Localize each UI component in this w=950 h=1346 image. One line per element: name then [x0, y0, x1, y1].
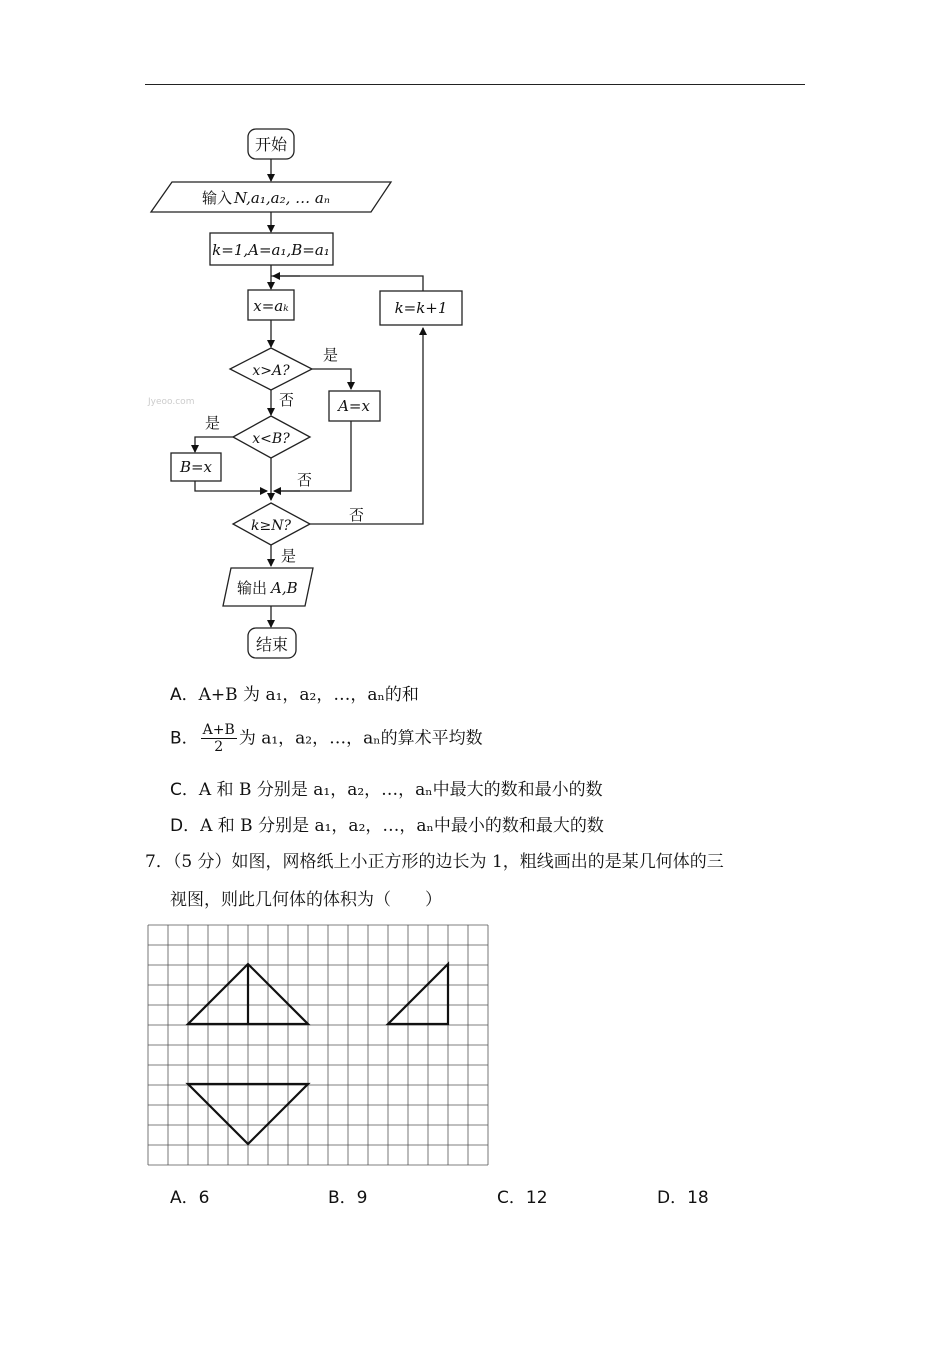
- question7-line2: 视图，则此几何体的体积为（ ）: [170, 890, 442, 910]
- option-b-text: 为 a₁，a₂，…，aₙ的算术平均数: [238, 728, 483, 749]
- yes-label-k: 是: [281, 547, 297, 565]
- end-label: 结束: [255, 635, 289, 654]
- answer-a-value: 6: [198, 1188, 210, 1208]
- no-label-k: 否: [349, 506, 365, 524]
- side-view: [388, 964, 448, 1024]
- answer-a: [170, 1183, 209, 1208]
- no-label-gt: 否: [279, 391, 295, 409]
- option-b: [170, 722, 483, 755]
- cond-gt-label: x>A?: [252, 363, 290, 379]
- answer-d-label: D．: [657, 1188, 688, 1208]
- assign-x-label: x=aₖ: [253, 297, 289, 315]
- init-label: k=1,A=a₁,B=a₁: [212, 241, 330, 259]
- answer-b: [328, 1183, 368, 1208]
- yes-label-gt: 是: [323, 346, 339, 364]
- option-d-text: A 和 B 分别是 a₁，a₂，…，aₙ中最小的数和最大的数: [200, 816, 604, 836]
- answer-c: [497, 1183, 548, 1208]
- output-vars: A,B: [271, 579, 298, 597]
- option-a: [170, 684, 419, 706]
- start-label: 开始: [254, 135, 288, 154]
- yes-label-lt: 是: [205, 414, 221, 432]
- no-label-lt: 否: [297, 471, 313, 489]
- cond-k-label: k≥N?: [251, 518, 291, 534]
- option-b-label: B．: [170, 728, 199, 749]
- input-vars: N,a₁,a₂, … aₙ: [234, 189, 330, 207]
- answer-c-value: 12: [525, 1188, 548, 1208]
- answer-d-value: 18: [687, 1188, 709, 1208]
- answer-d: [657, 1183, 709, 1208]
- watermark: Jyeoo.com: [148, 397, 195, 407]
- option-b-fraction: [201, 722, 237, 755]
- output-prefix: 输出: [237, 579, 268, 597]
- option-d-label: D．: [170, 816, 201, 836]
- set-b-label: B=x: [179, 458, 213, 476]
- set-a-label: A=x: [338, 397, 370, 415]
- option-a-text: A+B 为 a₁，a₂，…，aₙ的和: [198, 685, 419, 705]
- answer-a-label: A．: [170, 1188, 199, 1208]
- option-c: [170, 779, 603, 801]
- option-c-label: C．: [170, 780, 199, 800]
- fraction-denominator: 2: [214, 739, 224, 755]
- front-view: [188, 964, 308, 1024]
- inc-k-label: k=k+1: [394, 299, 448, 317]
- fraction-numerator: A+B: [202, 722, 235, 738]
- option-c-text: A 和 B 分别是 a₁，a₂，…，aₙ中最大的数和最小的数: [198, 780, 603, 800]
- cond-lt-label: x<B?: [252, 431, 290, 447]
- option-a-label: A．: [170, 685, 199, 705]
- answer-c-label: C．: [497, 1188, 526, 1208]
- option-d: [170, 815, 604, 837]
- input-prefix: 输入: [202, 189, 233, 207]
- answer-b-label: B．: [328, 1188, 357, 1208]
- top-view: [188, 1084, 308, 1144]
- question7-line1: 7．（5 分）如图，网格纸上小正方形的边长为 1，粗线画出的是某几何体的三: [145, 852, 724, 872]
- answer-b-value: 9: [356, 1188, 368, 1208]
